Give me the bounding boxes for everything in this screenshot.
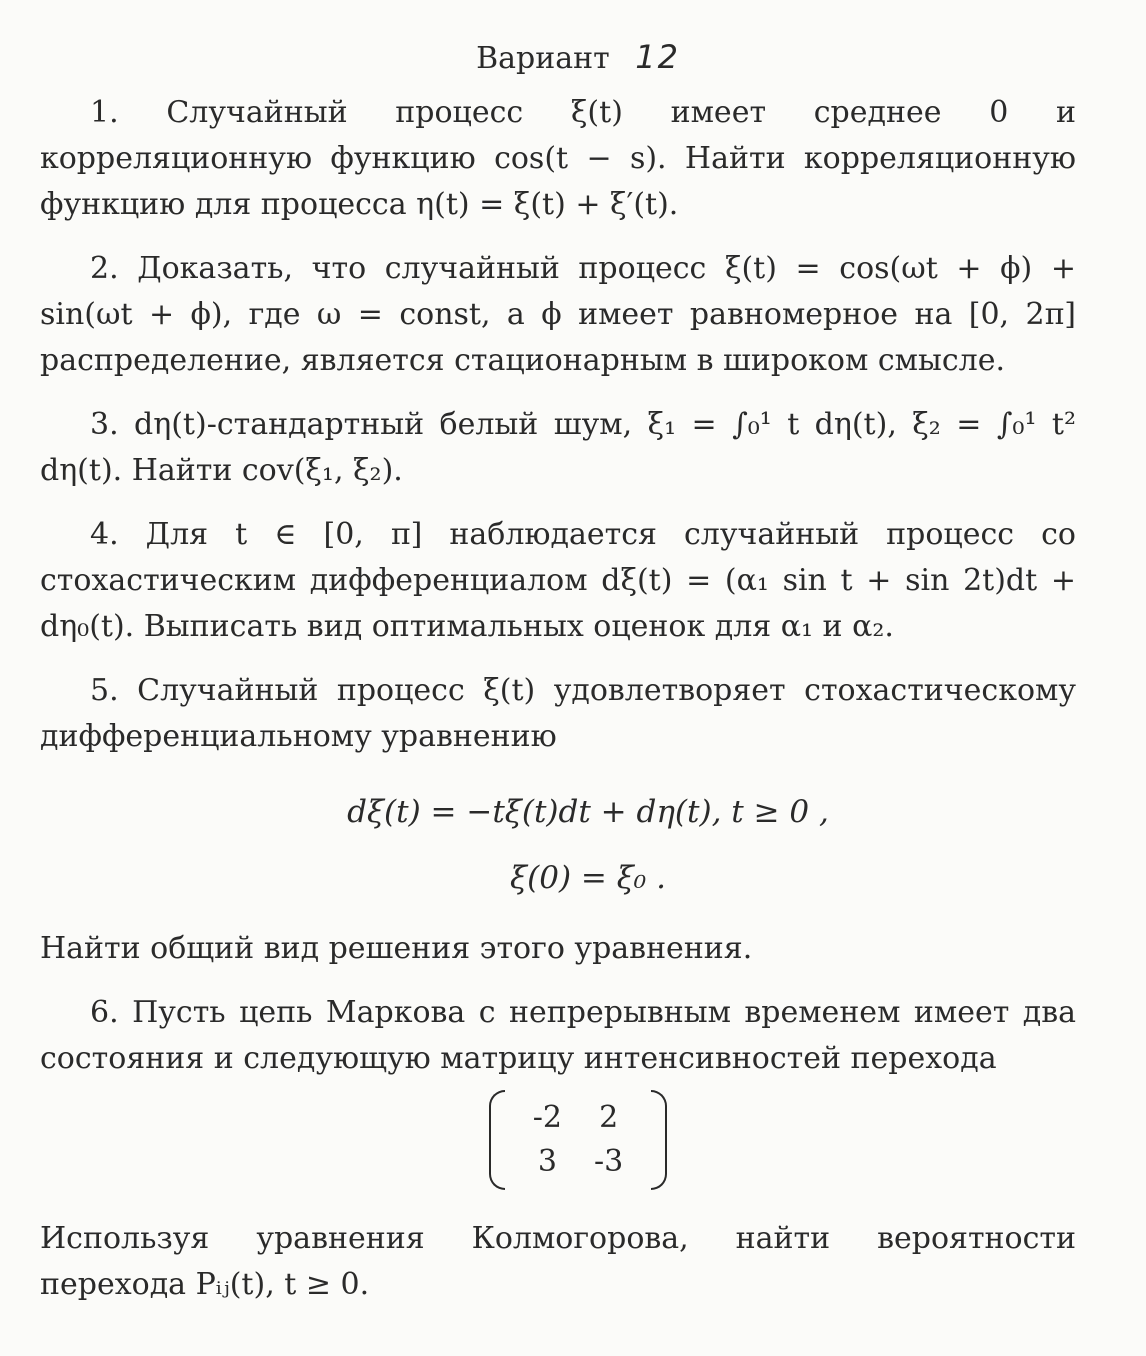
problem-5: 5. Случайный процесс ξ(t) удовлетворяет стохастическому дифференциальному уравнению bbox=[40, 673, 1076, 754]
matrix-cell: 2 bbox=[599, 1100, 619, 1135]
problem-2: 2. Доказать, что случайный процесс ξ(t) = cos(ωt + ϕ) + sin(ωt + ϕ), где ω = const, а ϕ имеет равномерное на [0, 2π] распределение, является стационарным в широком смысле. bbox=[40, 251, 1076, 378]
matrix-cell: 3 bbox=[537, 1144, 557, 1179]
intensity-matrix bbox=[40, 1090, 1076, 1190]
matrix-cell: -2 bbox=[532, 1100, 562, 1135]
problem-6: 6. Пусть цепь Маркова с непрерывным временем имеет два состояния и следующую матрицу интенсивностей перехода bbox=[40, 995, 1076, 1076]
variant-title bbox=[40, 38, 1076, 76]
variant-number-handwritten: 12 bbox=[635, 38, 680, 76]
initial-condition: ξ(0) = ξ₀ . bbox=[510, 860, 666, 896]
problem-5-task: Найти общий вид решения этого уравнения. bbox=[40, 931, 753, 966]
problem-4: 4. Для t ∈ [0, π] наблюдается случайный процесс со стохастическим дифференциалом dξ(t) = (α₁ sin t + sin 2t)dt + dη₀(t). Выписать вид оптимальных оценок для α₁ и α₂. bbox=[40, 517, 1076, 644]
problem-3: 3. dη(t)-стандартный белый шум, ξ₁ = ∫₀¹ t dη(t), ξ₂ = ∫₀¹ t² dη(t). Найти cov(ξ₁, ξ₂). bbox=[40, 407, 1076, 488]
variant-label: Вариант bbox=[476, 41, 610, 76]
matrix-cell: -3 bbox=[594, 1144, 624, 1179]
sde-equation: dξ(t) = −tξ(t)dt + dη(t), t ≥ 0 , bbox=[347, 794, 829, 830]
matrix-brackets bbox=[489, 1090, 667, 1190]
problem-1: 1. Случайный процесс ξ(t) имеет среднее 0 и корреляционную функцию cos(t − s). Найти корреляционную функцию для процесса η(t) = ξ(t) + ξ′(t). bbox=[40, 95, 1076, 222]
problem-6-task: Используя уравнения Колмогорова, найти вероятности перехода Pᵢⱼ(t), t ≥ 0. bbox=[40, 1221, 1076, 1302]
